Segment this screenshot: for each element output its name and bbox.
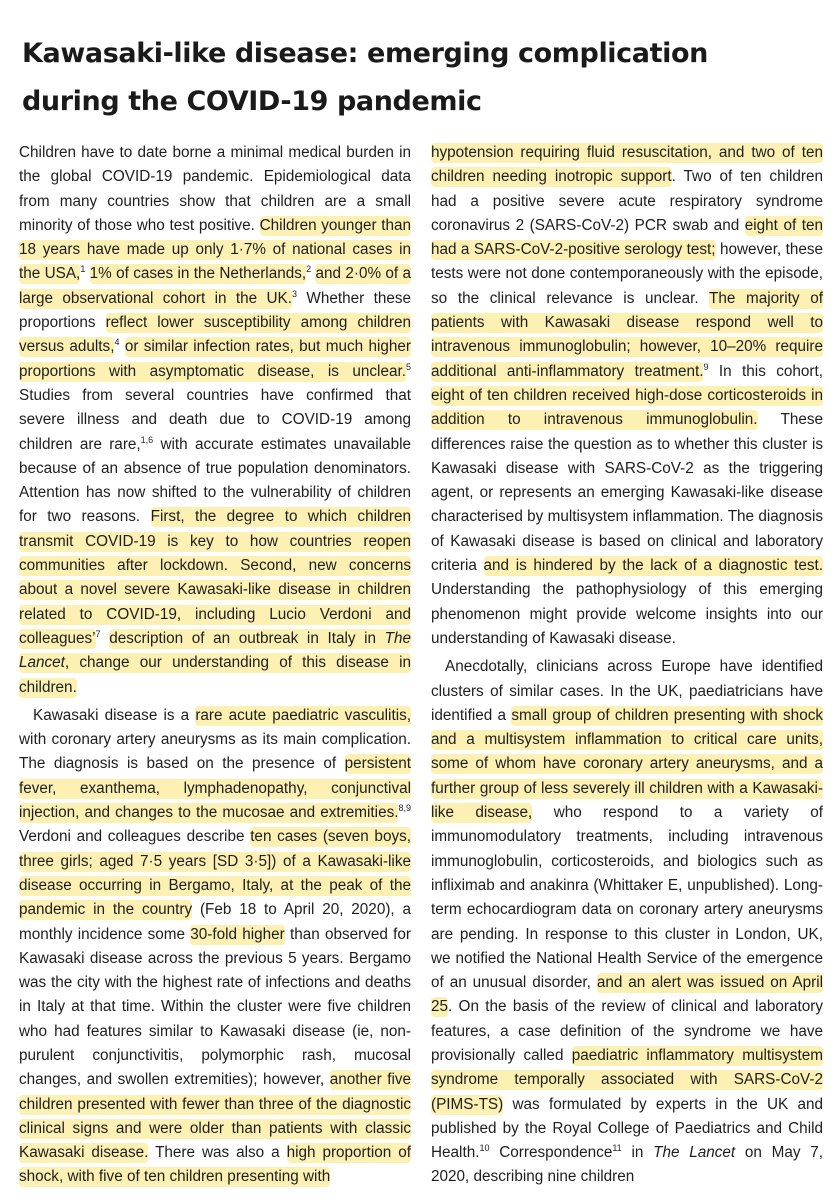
- highlight: 30-fold higher: [190, 925, 285, 943]
- text-span: Correspondence: [499, 1144, 613, 1162]
- text-span: (Feb 18 to April 20, 2020), a monthly incidence some: [19, 901, 411, 943]
- paragraph-2: [431, 141, 823, 651]
- reference-superscript: 1,6: [140, 434, 154, 445]
- text-span: on May 7, 2020, describing nine children: [431, 1144, 824, 1186]
- text-span: Whether these proportions: [19, 289, 412, 332]
- text-span: . Two of ten children had a positive severe acute respiratory syndrome coronavirus 2 (SARS-CoV-2) PCR swab and: [431, 168, 823, 234]
- text-span: Kawasaki disease is a: [33, 706, 190, 724]
- reference-superscript: 4: [114, 337, 120, 348]
- text-span: who respond to a variety of immunomodulatory treatments, including intravenous immunoglobulin, corticosteroids, and biologics such as infliximab and anakinra (Whittaker E, unpublished). Long-term echocardiogram data on coronary artery aneurysms are pending. In response to this cluster in London, UK, we notified the National Health Service of the emergence of an unusual disorder,: [431, 804, 824, 992]
- text-span: , change our understanding of this disease in children.: [19, 654, 411, 696]
- highlight: First, the degree to which children transmit COVID-19 is key to how countries reopen communities after lockdown. Second, new concerns about a novel severe Kawasaki-like disease in children related to COVID-19, including Lucio Verdoni and colleagues’: [19, 508, 411, 647]
- reference-superscript: 10: [479, 1143, 490, 1154]
- journal-name: The Lancet: [653, 1144, 736, 1162]
- right-column: [431, 141, 823, 1190]
- reference-superscript: 11: [612, 1143, 622, 1154]
- text-span: than observed for Kawasaki disease across the previous 5 years. Bergamo was the city with the highest rate of infections and deaths in Italy at that time. Within the cluster were five children who had features similar to Kawasaki disease (ie, non-purulent conjunctivitis, polymorphic rash, mucosal changes, and swollen extremities); however,: [19, 925, 411, 1089]
- highlight: or similar infection rates, but much higher proportions with asymptomatic disease, is unclear.: [19, 338, 412, 380]
- text-span: Anecdotally, clinicians across Europe have identified clusters of similar cases. In the UK, paediatricians have identified a: [431, 658, 823, 724]
- highlight: eight of ten children received high-dose corticosteroids in addition to intravenous immunoglobulin.: [431, 386, 823, 429]
- text-span: Understanding the pathophysiology of this emerging phenomenon might provide welcome insights into our understanding of Kawasaki disease.: [431, 581, 823, 647]
- highlight: hypotension requiring fluid resuscitation, and two of ten children needing inotropic support: [431, 144, 823, 186]
- text-span: Studies from several countries have confirmed that severe illness and death due to COVID-19 among children are rare,: [19, 386, 411, 453]
- text-span: . On the basis of the review of clinical and laboratory features, a case definition of the syndrome we have provisionally called: [431, 998, 823, 1064]
- text-span: Verdoni and colleagues describe: [19, 828, 245, 846]
- highlight: high proportion of shock, with five of ten children presenting with: [19, 1144, 412, 1186]
- text-span: with coronary artery aneurysms as its main complication. The diagnosis is based on the presence of: [19, 731, 411, 773]
- highlight: eight of ten had a SARS-CoV-2-positive serology test;: [431, 216, 824, 259]
- text-span: in: [631, 1144, 644, 1162]
- highlight: and is hindered by the lack of a diagnostic test.: [483, 557, 824, 575]
- reference-superscript: 5: [405, 361, 411, 372]
- highlight: Children younger than 18 years have made up only 1·7% of national cases in the USA,: [19, 216, 411, 283]
- reference-superscript: 7: [95, 628, 101, 639]
- highlight: small group of children presenting with shock and a multisystem inflammation to critical care units, some of whom have coronary artery aneurysms, and a further group of less severely ill children with a Kawasaki-like disease,: [431, 706, 823, 822]
- highlight: and 2·0% of a large observational cohort in the UK.: [19, 265, 412, 307]
- text-span: description of an outbreak in Italy in: [109, 629, 377, 647]
- highlight: The majority of patients with Kawasaki disease respond well to intravenous immunoglobulin; however, 10–20% require additional anti-inflammatory treatment.: [431, 289, 823, 380]
- reference-superscript: 9: [703, 361, 709, 372]
- text-span: Children have to date borne a minimal medical burden in the global COVID-19 pandemic. Epidemiological data from many countries show that children are a small minority of those who test positive.: [19, 144, 411, 234]
- highlight: and an alert was issued on April 25: [431, 974, 823, 1016]
- article-title: Kawasaki-like disease: emerging complication during the COVID-19 pandemic: [22, 38, 708, 117]
- paragraph-3: [431, 655, 823, 1190]
- reference-superscript: 1: [80, 264, 86, 275]
- paragraph-1: [19, 141, 411, 700]
- highlight: rare acute paediatric vasculitis,: [195, 706, 411, 724]
- text-span: was formulated by experts in the UK and published by the Royal College of Paediatrics and Child Health.: [431, 1095, 823, 1162]
- reference-superscript: 3: [292, 288, 298, 299]
- text-span: however, these tests were not done contemporaneously with the episode, so the clinical relevance is unclear.: [431, 241, 824, 307]
- reference-superscript: 8,9: [398, 803, 411, 814]
- journal-name: The Lancet: [19, 629, 412, 672]
- highlight: paediatric inflammatory multisystem syndrome temporally associated with SARS-CoV-2 (PIMS-TS): [431, 1046, 824, 1113]
- highlight: 1% of cases in the Netherlands,: [89, 265, 307, 283]
- highlight: persistent fever, exanthema, lymphadenopathy, conjunctival injection, and changes to the mucosae and extremities.: [19, 755, 411, 822]
- text-span: These differences raise the question as to whether this cluster is Kawasaki disease with SARS-CoV-2 as the triggering agent, or represents an emerging Kawasaki-like disease characterised by multisystem inflammation. The diagnosis of Kawasaki disease is based on clinical and laboratory criteria: [431, 411, 823, 575]
- highlight: reflect lower susceptibility among children versus adults,: [19, 314, 411, 356]
- highlight: another five children presented with fewer than three of the diagnostic clinical signs and were older than patients with classic Kawasaki disease.: [19, 1071, 411, 1162]
- text-span: In this cohort,: [718, 362, 824, 380]
- reference-superscript: 2: [306, 264, 312, 275]
- paragraph-2: [19, 704, 411, 1190]
- highlight: ten cases (seven boys, three girls; aged 7·5 years [SD 3·5]) of a Kawasaki-like disease occurring in Bergamo, Italy, at the peak of the pandemic in the country: [19, 828, 411, 919]
- text-span: There was also a: [155, 1144, 280, 1162]
- text-span: with accurate estimates unavailable because of an absence of true population denominators. Attention has now shifted to the vulnerability of children for two reasons.: [19, 435, 412, 526]
- left-column: [19, 141, 411, 1190]
